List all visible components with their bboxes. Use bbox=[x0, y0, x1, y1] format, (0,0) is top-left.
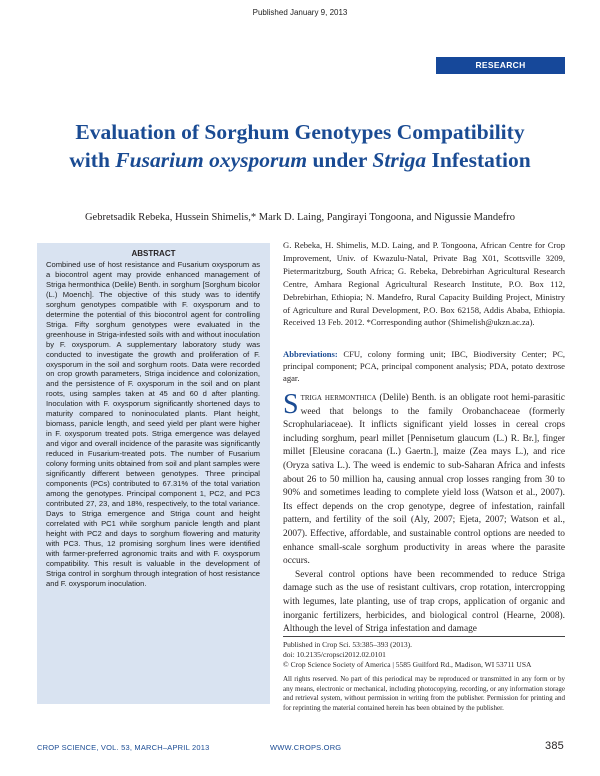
abbreviations-label: Abbreviations: bbox=[283, 349, 338, 359]
abstract-text: Combined use of host resistance and Fusarium oxysporum as a biocontrol agent may provide enhanced management of Striga hermonthica (Delile) Benth. in sorghum [Sorghum bicolor (L.) Moench]. The objective of this study was to identify sorghum genotypes compatible with F. oxysporum and to determine the potential of this biocontrol agent for controlling Striga. Fifty sorghum genotypes were evaluated in the greenhouse in Striga-infested soils with and without inoculation by F. oxysporum. A supplementary laboratory study was conducted to investigate the growth and proliferation of F. oxysporum in the soil and sorghum roots. Data were recorded on crop growth parameters, Striga incidence and colonization, and the persistence of F. oxysporum in the soil and on plant roots, using samples taken at 45 and 60 d after planting. Inoculation with F. oxysporum significantly shortened days to maturity compared to noninoculated plants. Plant height, biomass, panicle length, and seed yield per plant were higher in F. oxysporum treated pots. Striga emergence was delayed and vigor and overall incidence of the parasite was significantly reduced in Fusarium-treated pots. The number of Fusarium colony forming units obtained from soil and plant samples were significantly different between genotypes. Three principal components (PCs) contributed to 67.31% of the total variation among the genotypes. Principal component 1, PC2, and PC3 contributed 27, 23, and 18%, respectively, to the total variance. Days to Striga emergence and Striga count and height correlated with PC1 while sorghum panicle length and plant height with PC2 and days to sorghum flowering and maturity with PC3. Thus, 12 promising sorghum lines were identified with farmer-preferred agronomic traits and with F. oxysporum compatibility. This result is valuable in the development of Striga control in sorghum through integration of host resistance and F. oxysporum inoculation. bbox=[46, 260, 260, 588]
copyright-line: © Crop Science Society of America | 5585 Guilford Rd., Madison, WI 53711 USA bbox=[283, 660, 532, 670]
author-affiliations: G. Rebeka, H. Shimelis, M.D. Laing, and P. Tongoona, African Centre for Crop Improvement, Univ. of Kwazulu-Natal, Private Bag X01, Scottsville 3209, Pietermaritzburg, South Africa; G. Rebeka, Debrebirhan Agricultural Research Centre, Amhara Regional Agricultural Research Institute, P.O. Box 112, Debrebirhan, Ethiopia; N. Mandefro, Rural Capacity Building Project, Ministry of Agriculture and Rural Development, P.O. Box 62158, Addis Ababa, Ethiopia. Received 13 Feb. 2012. *Corresponding author (Shimelish@ukzn.ac.za). bbox=[283, 240, 565, 328]
abstract-heading: ABSTRACT bbox=[131, 249, 176, 258]
article-title bbox=[20, 118, 580, 174]
abstract-panel bbox=[37, 243, 270, 704]
title-line-1: Evaluation of Sorghum Genotypes Compatibility bbox=[75, 120, 525, 144]
section-badge: RESEARCH bbox=[436, 57, 565, 74]
published-date: Published January 9, 2013 bbox=[252, 8, 348, 17]
body-paragraph-1 bbox=[283, 389, 565, 569]
page-number: 385 bbox=[545, 740, 564, 752]
title-line-2-mid: under bbox=[307, 148, 373, 172]
citation-block bbox=[283, 640, 565, 671]
rights-notice: All rights reserved. No part of this periodical may be reproduced or transmitted in any form or by any means, electronic or mechanical, including photocopying, recording, or any information storage and retrieval system, without permission in writing from the publisher. Permission for printing and for reprinting the material contained herein has been obtained by the publisher. bbox=[283, 675, 565, 712]
abbreviations-text: CFU, colony forming unit; IBC, Biodiversity Center; PC, principal component; PCA, principal component analysis; PDA, potato dextrose agar. bbox=[283, 349, 565, 383]
drop-cap: S bbox=[283, 389, 299, 420]
divider bbox=[283, 636, 565, 637]
citation-line: Published in Crop Sci. 53:385–393 (2013). bbox=[283, 640, 412, 649]
doi-line[interactable]: doi: 10.2135/cropsci2012.02.0101 bbox=[283, 650, 386, 660]
body-text bbox=[283, 389, 565, 637]
species-name: triga hermonthica bbox=[300, 393, 377, 403]
body-paragraph-1-text: (Delile) Benth. is an obligate root hemi-parasitic weed that belongs to the family Orobanchaceae (formerly Scrophulariaceae). It inflicts significant yield losses in cereal crops including sorghum, pearl millet [Pennisetum glaucum (L.) R. Br.], finger millet [Eleusine coracana (L.) Gaertn.], maize (Zea mays L.), and rice (Oryza sativa L.). The weed is endemic to sub-Saharan Africa and infests about 26 to 50 million ha, causing annual crop losses ranging from 30 to 90% and sometimes leading to complete yield loss (Watson et al., 2007). Its effect depends on the crop genotype, degree of infestation, rainfall pattern, and fertility of the soil (Aly, 2007; Ejeta, 2007; Watson et al., 2007). Effective, affordable, and sustainable control options are needed to enhance small-scale sorghum productivity in areas where the parasite occurs. bbox=[283, 393, 565, 567]
footer-website-link[interactable]: WWW.CROPS.ORG bbox=[270, 743, 342, 752]
title-parasite: Striga bbox=[372, 148, 427, 172]
abbreviations bbox=[283, 349, 565, 385]
body-paragraph-2: Several control options have been recommended to reduce Striga damage such as the use of resistant cultivars, crop rotation, intercropping with legumes, late planting, use of trap crops, application of organic and inorganic fertilizers, herbicides, and biological control (Hearne, 2008). Although the level of Striga infestation and damage bbox=[283, 569, 565, 635]
author-list: Gebretsadik Rebeka, Hussein Shimelis,* Mark D. Laing, Pangirayi Tongoona, and Nigussie Mandefro bbox=[84, 212, 516, 223]
title-line-2-post: Infestation bbox=[426, 148, 531, 172]
footer-journal: CROP SCIENCE, VOL. 53, MARCH–APRIL 2013 bbox=[37, 743, 210, 752]
title-line-2-pre: with bbox=[69, 148, 116, 172]
title-organism: Fusarium oxysporum bbox=[115, 148, 308, 172]
